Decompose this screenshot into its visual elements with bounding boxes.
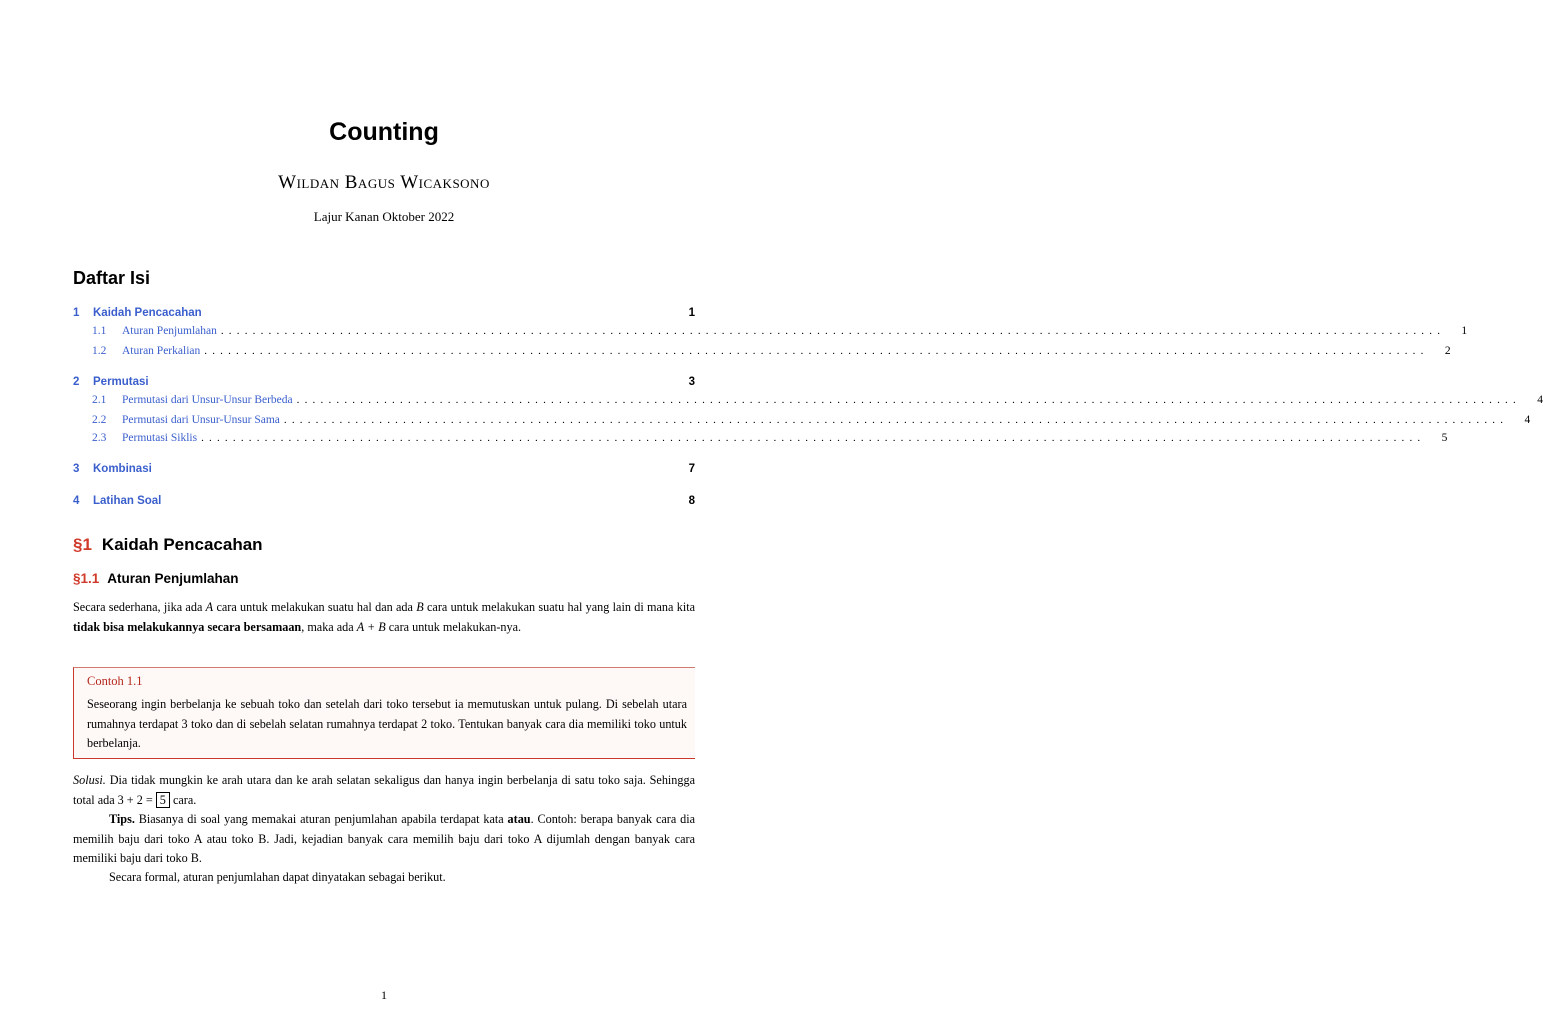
toc-entry-link[interactable]: Permutasi dari Unsur-Unsur Berbeda	[122, 394, 293, 406]
toc-entry-number: 1	[73, 307, 80, 319]
section-number: §1	[73, 535, 92, 554]
toc-leader-dots: ..........................................................................................................................................................	[204, 345, 1429, 357]
toc-entry-number: 1.1	[92, 325, 107, 337]
toc-entry[interactable]	[73, 461, 695, 477]
toc-entry-page: 1	[688, 307, 695, 319]
toc-entry-link[interactable]: Permutasi dari Unsur-Unsur Sama	[122, 414, 280, 426]
emphasis-text: tidak bisa melakukannya secara bersamaan	[73, 619, 302, 634]
tips-paragraph: Tips. Biasanya di soal yang memakai aturan penjumlahan apabila terdapat kata atau. Contoh: berapa banyak cara dia memilih baju dari toko A atau toko B. Jadi, kejadian banyak cara memilih baju dari toko A dijumlah dengan banyak cara memiliki baju dari toko B.	[73, 812, 696, 865]
solution-label: Solusi.	[73, 773, 106, 787]
variable-a: A	[205, 600, 214, 614]
example-body: Seseorang ingin berbelanja ke sebuah toko dan setelah dari toko tersebut ia memutuskan untuk pulang. Di sebelah utara rumahnya terdapat 3 toko dan di sebelah selatan rumahnya terdapat 2 toko. Tentukan banyak cara dia memiliki toko untuk berbelanja.	[87, 697, 687, 750]
subsection-title: Aturan Penjumlahan	[107, 571, 239, 586]
tips-keyword: atau	[507, 812, 531, 826]
toc-entry[interactable]	[73, 305, 695, 321]
solution-paragraph: Solusi. Dia tidak mungkin ke arah utara dan ke arah selatan sekaligus dan hanya ingin berbelanja di satu toko saja. Sehingga total ada 3 + 2 = 5 cara.	[73, 773, 696, 807]
tips-label: Tips.	[109, 812, 135, 826]
toc-entry[interactable]	[73, 412, 1531, 428]
toc-entry-link[interactable]: Aturan Penjumlahan	[122, 325, 217, 337]
document-date: Lajur Kanan Oktober 2022	[313, 209, 455, 224]
toc-entry-link[interactable]: Permutasi Siklis	[122, 432, 198, 444]
document-title: Counting	[329, 118, 439, 146]
toc-leader-dots: ..........................................................................................................................................................	[201, 432, 1426, 444]
toc-entry-link[interactable]: Latihan Soal	[93, 495, 162, 507]
toc-entry-link[interactable]: Kaidah Pencacahan	[93, 307, 202, 319]
toc-entry[interactable]	[73, 323, 1468, 339]
toc-entry[interactable]	[73, 374, 695, 390]
toc-entry[interactable]	[73, 392, 1543, 408]
toc-entry[interactable]	[73, 343, 1451, 359]
page-number: 1	[381, 988, 387, 1002]
toc-entry-number: 1.2	[92, 345, 107, 357]
toc-entry[interactable]	[73, 493, 695, 509]
toc-entry-link[interactable]: Permutasi	[93, 376, 149, 388]
section-title: Kaidah Pencacahan	[101, 535, 263, 554]
author-name: Wildan Bagus Wicaksono	[278, 172, 490, 193]
toc-entry-number: 3	[73, 463, 80, 475]
toc-leader-dots: ..........................................................................................................................................................	[220, 325, 1446, 337]
subsection-heading	[73, 571, 239, 586]
toc-entry-page: 2	[1444, 345, 1451, 357]
intro-paragraph: Secara sederhana, jika ada A cara untuk melakukan suatu hal dan ada B cara untuk melakukan suatu hal yang lain di mana kita tidak bisa melakukannya secara bersamaan, maka ada A + B cara untuk melakukan-nya.	[73, 600, 696, 634]
toc-entry-page: 5	[1441, 432, 1448, 444]
toc-entry[interactable]	[73, 430, 1448, 446]
toc-entry-page: 3	[688, 376, 695, 388]
section-heading	[73, 535, 263, 555]
example-box	[73, 667, 695, 759]
toc-leader-dots: ..........................................................................................................................................................	[283, 414, 1509, 426]
formal-paragraph: Secara formal, aturan penjumlahan dapat dinyatakan sebagai berikut.	[109, 870, 446, 884]
toc-entry-link[interactable]: Aturan Perkalian	[122, 345, 201, 357]
toc-entry-page: 8	[688, 495, 695, 507]
toc-entry-number: 2.3	[92, 432, 107, 444]
toc-entry-page: 1	[1461, 325, 1468, 337]
toc-heading: Daftar Isi	[73, 268, 151, 288]
subsection-number: §1.1	[73, 571, 100, 586]
toc-entry-page: 7	[688, 463, 695, 475]
toc-entry-link[interactable]: Kombinasi	[93, 463, 152, 475]
toc-entry-page: 4	[1537, 394, 1543, 406]
toc-leader-dots: ..........................................................................................................................................................	[296, 394, 1521, 406]
toc-entry-number: 2.2	[92, 414, 107, 426]
toc-entry-number: 2	[73, 376, 80, 388]
toc-entry-number: 4	[73, 495, 80, 507]
toc-entry-number: 2.1	[92, 394, 107, 406]
variable-b: B	[416, 600, 424, 614]
example-title: Contoh 1.1	[87, 674, 143, 688]
expression: A + B	[356, 619, 386, 634]
toc-entry-page: 4	[1524, 414, 1531, 426]
boxed-answer: 5	[156, 792, 170, 808]
